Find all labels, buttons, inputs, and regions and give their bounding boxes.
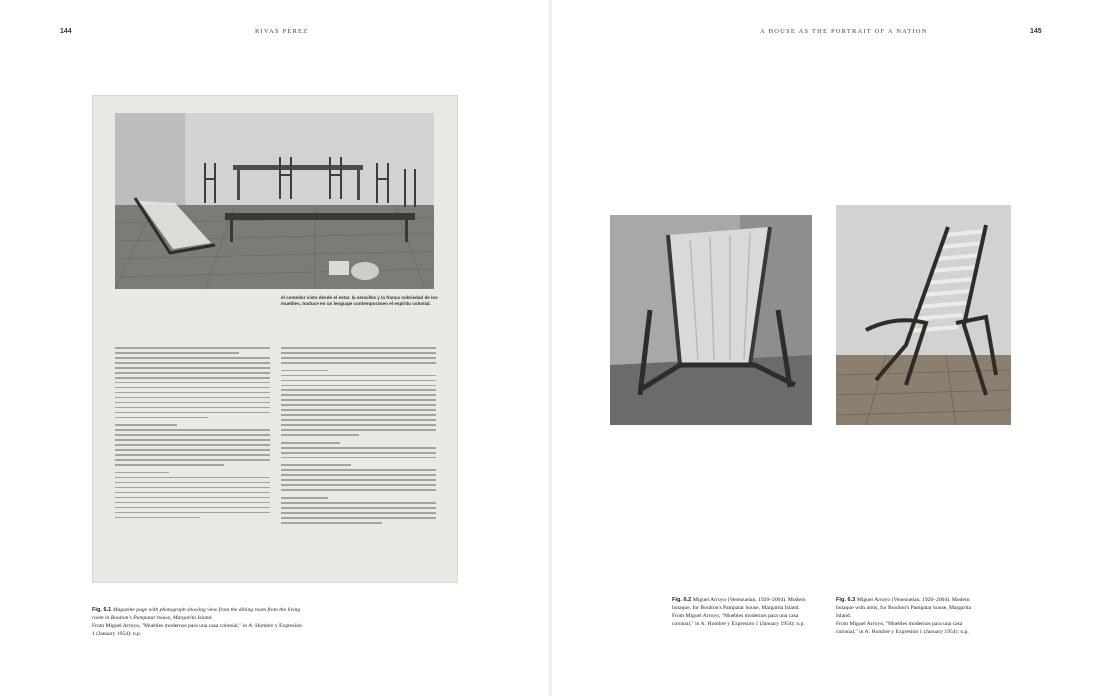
figure-6-2-caption: [672, 596, 812, 628]
page-number: 145: [1030, 28, 1042, 35]
figure-source: From Miguel Arroyo, "Muebles modernos para una casa colonial," in A: Hombre y Expresión 1 (January 1954): n.p.: [672, 613, 805, 627]
figure-label: Fig. 6.3: [836, 597, 857, 603]
page-number: 144: [60, 28, 72, 35]
figure-source: From Miguel Arroyo, "Muebles modernos para una casa colonial," in A: Hombre y Expresión 1 (January 1954): n.p.: [836, 621, 969, 635]
butaque-photo: [610, 215, 812, 425]
dining-room-illustration: [115, 113, 434, 289]
figure-text: Miguel Arroyo (Venezuelan, 1920–2004). Modern butaque with arms, for Boulton's Pampatar house, Margarita Island.: [836, 597, 971, 619]
magazine-page-image: [92, 95, 458, 583]
figure-text: Magazine page with photograph showing view from the dining room from the living room in Boulton's Pampatar house, Margarita Island.: [92, 607, 301, 621]
left-page: [0, 0, 549, 696]
butaque-with-arms-illustration: [836, 205, 1011, 425]
running-head: RIVAS PÉREZ: [255, 28, 309, 35]
figure-text: Miguel Arroyo (Venezuelan, 1920–2004). Modern butaque, for Boulton's Pampatar house, Margarita Island.: [672, 597, 806, 611]
running-head: A HOUSE AS THE PORTRAIT OF A NATION: [760, 28, 928, 35]
figure-6-1-caption: [92, 606, 302, 638]
figure-source: From Miguel Arroyo, "Muebles modernos para una casa colonial," in A: Hombre y Expresión 1 (January 1954): n.p.: [92, 623, 302, 637]
magazine-text-column-left: [115, 347, 270, 567]
dining-room-photo: [115, 113, 434, 289]
figure-label: Fig. 6.2: [672, 597, 693, 603]
figure-6-3-caption: [836, 596, 976, 636]
magazine-text-column-right: [281, 347, 436, 567]
butaque-illustration: [610, 215, 812, 425]
figure-label: Fig. 6.1: [92, 607, 113, 613]
butaque-with-arms-photo: [836, 205, 1011, 425]
right-page: [552, 0, 1100, 696]
magazine-photo-caption: el comedor visto desde el estar. la sencillez y la franca sobriedad de los muebles, traduce en un lenguaje contemporáneo el espíritu colonial.: [281, 295, 438, 306]
